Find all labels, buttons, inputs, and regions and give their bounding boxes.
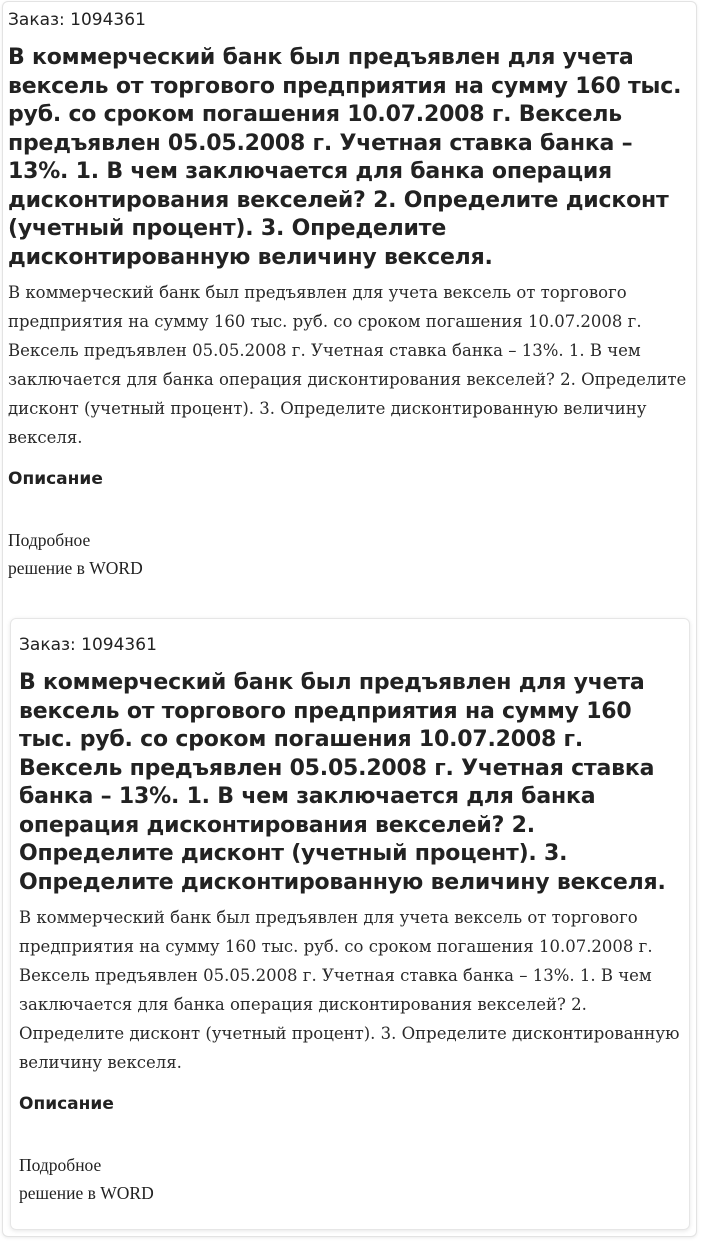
description-text: Подробное решение в WORD <box>19 1155 154 1203</box>
order-number: Заказ: 1094361 <box>19 635 157 655</box>
description-text: Подробное решение в WORD <box>8 530 143 578</box>
task-body: В коммерческий банк был предъявлен для учета вексель от торгового предприятия на сумму 160 тыс. руб. со сроком погашения 10.07.2008 г. Вексель предъявлен 05.05.2008 г. Учетная ставка банка – 13%. 1. В чем заключается для банка операция дисконтирования векселей? 2. Определите дисконт (учетный процент). 3. Определите дисконтированную величину векселя. <box>19 908 680 1072</box>
order-card <box>8 6 694 582</box>
order-card-duplicate <box>10 618 690 1230</box>
task-body: В коммерческий банк был предъявлен для учета вексель от торгового предприятия на сумму 160 тыс. руб. со сроком погашения 10.07.2008 г. Вексель предъявлен 05.05.2008 г. Учетная ставка банка – 13%. 1. В чем заключается для банка операция дисконтирования векселей? 2. Определите дисконт (учетный процент). 3. Определите дисконтированную величину векселя. <box>8 283 687 447</box>
description-heading: Описание <box>19 1094 114 1114</box>
task-title: В коммерческий банк был предъявлен для учета вексель от торгового предприятия на сумму 160 тыс. руб. со сроком погашения 10.07.2008 г. Вексель предъявлен 05.05.2008 г. Учетная ставка банка – 13%. 1. В чем заключается для банка операция дисконтирования векселей? 2. Определите дисконт (учетный процент). 3. Определите дисконтированную величину векселя. <box>8 45 682 270</box>
order-number: Заказ: 1094361 <box>8 10 146 30</box>
description-heading: Описание <box>8 469 103 489</box>
task-title: В коммерческий банк был предъявлен для учета вексель от торгового предприятия на сумму 160 тыс. руб. со сроком погашения 10.07.2008 г. Вексель предъявлен 05.05.2008 г. Учетная ставка банка – 13%. 1. В чем заключается для банка операция дисконтирования векселей? 2. Определите дисконт (учетный процент). 3. Определите дисконтированную величину векселя. <box>19 670 666 895</box>
